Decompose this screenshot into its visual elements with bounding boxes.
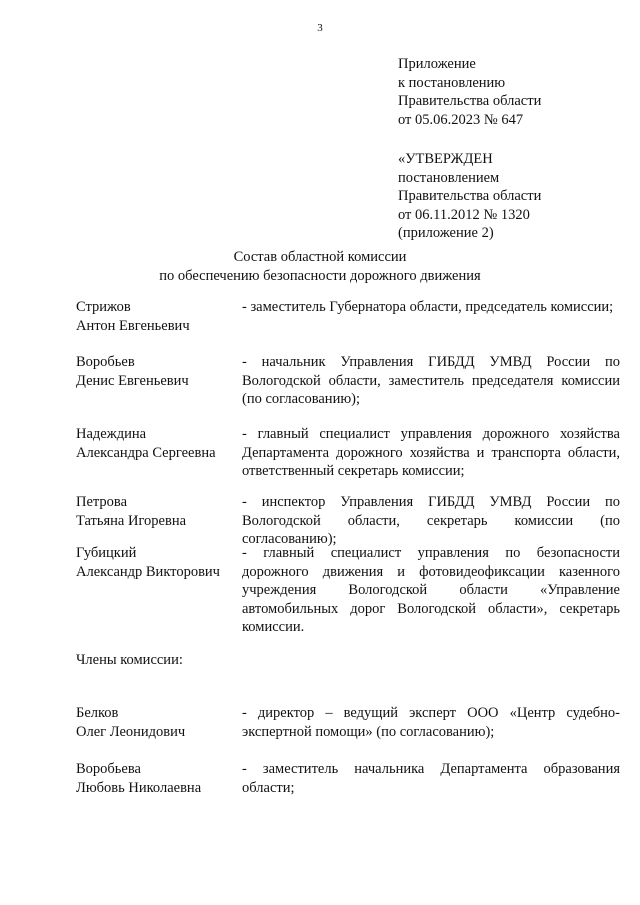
- approval-line: от 06.11.2012 № 1320: [398, 206, 530, 223]
- document-title: [0, 248, 640, 285]
- member-name: [76, 760, 241, 797]
- appendix-line: Приложение: [398, 56, 476, 72]
- member-surname: Белков: [76, 705, 119, 721]
- member-name: [76, 298, 241, 335]
- member-role: - заместитель Губернатора области, председатель комиссии;: [242, 299, 614, 315]
- appendix-block: [398, 55, 541, 129]
- member-role: - директор – ведущий эксперт ООО «Центр судебно-экспертной помощи» (по согласованию);: [242, 705, 620, 740]
- page-number: 3: [317, 22, 323, 34]
- member-role: - главный специалист управления по безопасности дорожного движения и фотовидеофиксации казенного учреждения Вологодской области «Управление автомобильных дорог Вологодской области», секретарь комиссии.: [242, 545, 620, 635]
- member-role: - инспектор Управления ГИБДД УМВД России по Вологодской области, секретарь комиссии (по согласованию);: [242, 494, 620, 547]
- member-given-name: Олег Леонидович: [76, 723, 186, 740]
- appendix-line: Правительства области: [398, 93, 542, 109]
- member-given-name: Денис Евгеньевич: [76, 372, 189, 389]
- member-given-name: Татьяна Игоревна: [76, 512, 187, 529]
- approval-block: [398, 150, 541, 243]
- member-role: - заместитель начальника Департамента образования области;: [242, 761, 620, 796]
- approval-line: (приложение 2): [398, 225, 494, 241]
- appendix-line: к постановлению: [398, 74, 506, 91]
- member-name: [76, 353, 241, 390]
- member-name: [76, 493, 241, 530]
- member-surname: Стрижов: [76, 299, 131, 315]
- appendix-line: от 05.06.2023 № 647: [398, 111, 524, 128]
- title-line: по обеспечению безопасности дорожного движения: [159, 267, 481, 284]
- member-role: - начальник Управления ГИБДД УМВД России по Вологодской области, заместитель председателя комиссии (по согласованию);: [242, 354, 620, 407]
- member-surname: Воробьев: [76, 354, 135, 370]
- member-surname: Губицкий: [76, 545, 137, 561]
- member-given-name: Александр Викторович: [76, 563, 220, 580]
- member-given-name: Антон Евгеньевич: [76, 317, 190, 334]
- member-name: [76, 425, 241, 462]
- approval-line: «УТВЕРЖДЕН: [398, 151, 493, 167]
- title-line: Состав областной комиссии: [233, 249, 407, 265]
- member-surname: Воробьева: [76, 761, 141, 777]
- members-heading: Члены комиссии:: [76, 652, 183, 668]
- member-given-name: Александра Сергеевна: [76, 444, 216, 461]
- member-surname: Петрова: [76, 494, 128, 510]
- member-name: [76, 704, 241, 741]
- member-role: - главный специалист управления дорожного хозяйства Департамента дорожного хозяйства и транспорта области, ответственный секретарь комиссии;: [242, 426, 620, 479]
- member-surname: Надеждина: [76, 426, 147, 442]
- member-name: [76, 544, 241, 581]
- member-given-name: Любовь Николаевна: [76, 779, 202, 796]
- approval-line: постановлением: [398, 169, 500, 186]
- approval-line: Правительства области: [398, 188, 542, 204]
